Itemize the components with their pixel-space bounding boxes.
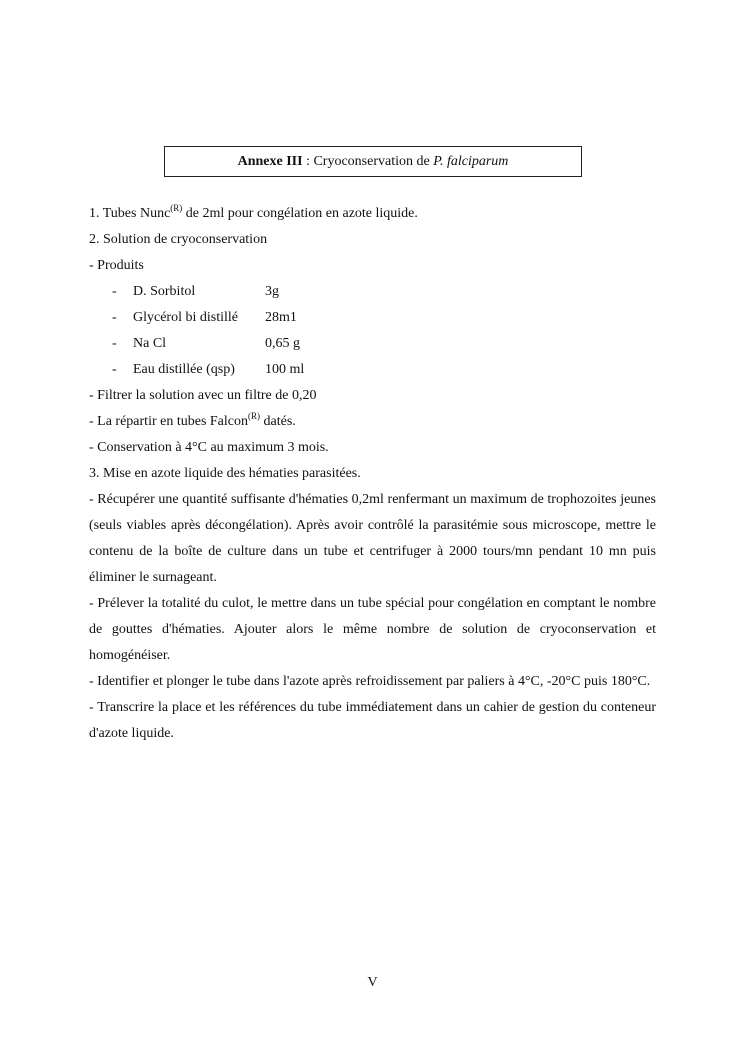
species-name: P. falciparum [433, 154, 509, 169]
title-text: Cryoconservation de [313, 154, 434, 169]
storage-step: - Conservation à 4°C au maximum 3 mois. [89, 440, 329, 455]
product-quantity: 0,65 g [265, 336, 300, 351]
bullet-dash: - [112, 284, 117, 299]
product-quantity: 3g [265, 284, 279, 299]
tubes-text: 1. Tubes Nunc [89, 206, 171, 221]
product-row [89, 331, 656, 357]
paragraph-record: - Transcrire la place et les références du tube immédiatement dans un cahier de gestion du conteneur d'azote liquide. [89, 700, 656, 741]
product-name: Eau distillée (qsp) [133, 362, 235, 377]
bullet-dash: - [112, 362, 117, 377]
product-name: Na Cl [133, 336, 167, 351]
item-tubes [89, 201, 656, 227]
registered-mark: (R) [170, 203, 183, 213]
product-quantity: 28m1 [265, 310, 297, 325]
paragraph-recover: - Récupérer une quantité suffisante d'hématies 0,2ml renfermant un maximum de trophozoites jeunes (seuls viables après décongélation). Après avoir contrôlé la parasitémie sous microscope, mettre le contenu de la boîte de culture dans un tube et centrifuger à 2000 tours/mn pendant 10 mn puis éliminer le surnageant. [89, 492, 656, 585]
bullet-dash: - [112, 310, 117, 325]
product-quantity: 100 ml [265, 362, 305, 377]
registered-mark: (R) [248, 411, 260, 421]
product-row [89, 357, 656, 383]
bullet-dash: - [112, 336, 117, 351]
tubes-text-cont: de 2ml pour congélation en azote liquide. [182, 206, 418, 221]
item-solution: 2. Solution de cryoconservation [89, 232, 268, 247]
filter-step: - Filtrer la solution avec un filtre de 0,20 [89, 388, 317, 403]
annex-label: Annexe III [237, 154, 303, 169]
falcon-text: - La répartir en tubes Falcon [89, 414, 248, 429]
products-heading: - Produits [89, 258, 144, 273]
product-name: D. Sorbitol [133, 284, 196, 299]
page-number: V [367, 975, 378, 990]
item-nitrogen: 3. Mise en azote liquide des hématies parasitées. [89, 466, 361, 481]
product-name: Glycérol bi distillé [133, 310, 238, 325]
falcon-step [89, 409, 656, 435]
falcon-text-cont: datés. [260, 414, 296, 429]
title-separator: : [302, 154, 314, 169]
annex-title-box [164, 146, 582, 177]
product-row [89, 305, 656, 331]
paragraph-pellet: - Prélever la totalité du culot, le mettre dans un tube spécial pour congélation en comptant le nombre de gouttes d'hématies. Ajouter alors le même nombre de solution de cryoconservation et homogénéiser. [89, 596, 656, 663]
paragraph-freeze: - Identifier et plonger le tube dans l'azote après refroidissement par paliers à 4°C, -20°C puis 180°C. [89, 674, 651, 689]
document-body [89, 201, 656, 747]
product-row [89, 279, 656, 305]
